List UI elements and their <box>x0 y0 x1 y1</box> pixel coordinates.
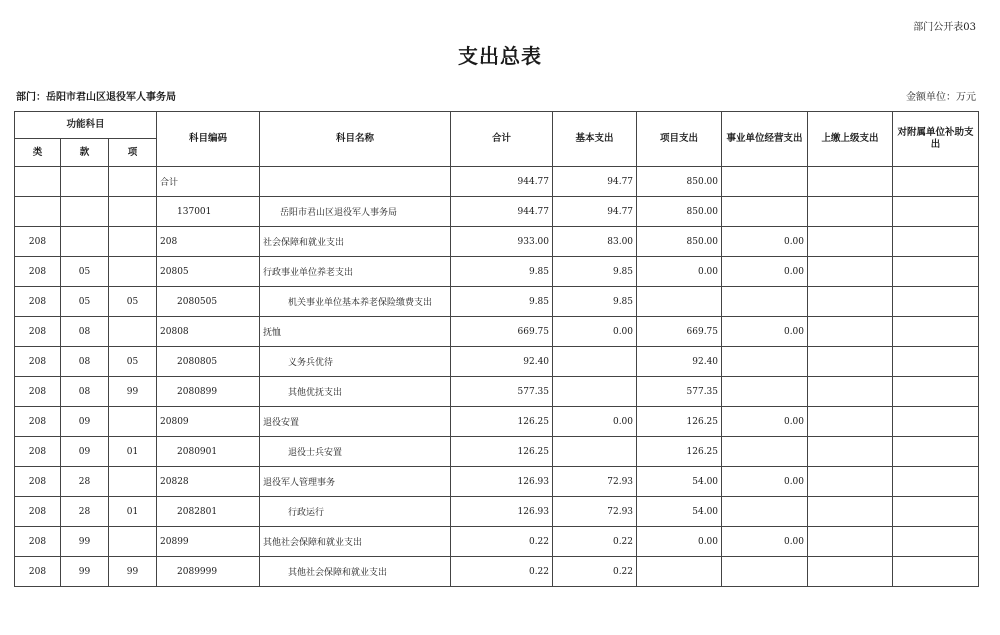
cell-code: 137001 <box>157 197 260 227</box>
amount-unit-label: 金额单位：万元 <box>906 92 976 103</box>
cell-name: 其他社会保障和就业支出 <box>260 557 451 587</box>
cell-subsidy <box>893 407 979 437</box>
cell-project <box>637 287 722 317</box>
cell-lei: 208 <box>15 467 61 497</box>
cell-project: 850.00 <box>637 197 722 227</box>
cell-total: 126.93 <box>451 497 553 527</box>
cell-total: 0.22 <box>451 527 553 557</box>
table-row <box>15 377 979 407</box>
table-row <box>15 407 979 437</box>
cell-xiang: 99 <box>109 557 157 587</box>
cell-lei: 208 <box>15 287 61 317</box>
header-lei: 类 <box>15 139 61 167</box>
cell-subsidy <box>893 287 979 317</box>
cell-kuan: 09 <box>61 407 109 437</box>
cell-code: 2080899 <box>157 377 260 407</box>
cell-total: 126.93 <box>451 467 553 497</box>
cell-business: 0.00 <box>722 407 808 437</box>
cell-lei <box>15 167 61 197</box>
cell-code: 20805 <box>157 257 260 287</box>
cell-business <box>722 347 808 377</box>
table-row <box>15 497 979 527</box>
cell-subsidy <box>893 377 979 407</box>
cell-name: 退役军人管理事务 <box>260 467 451 497</box>
table-row <box>15 167 979 197</box>
header-row-1 <box>15 112 979 139</box>
cell-kuan: 05 <box>61 287 109 317</box>
cell-subsidy <box>893 557 979 587</box>
cell-kuan <box>61 227 109 257</box>
cell-total: 126.25 <box>451 407 553 437</box>
cell-project: 577.35 <box>637 377 722 407</box>
cell-lei: 208 <box>15 437 61 467</box>
cell-name: 行政运行 <box>260 497 451 527</box>
cell-xiang <box>109 407 157 437</box>
header-kuan: 款 <box>61 139 109 167</box>
cell-total: 577.35 <box>451 377 553 407</box>
cell-name: 行政事业单位养老支出 <box>260 257 451 287</box>
table-row <box>15 347 979 377</box>
cell-name <box>260 167 451 197</box>
cell-lei <box>15 197 61 227</box>
cell-project: 850.00 <box>637 167 722 197</box>
table-row <box>15 437 979 467</box>
cell-basic: 83.00 <box>553 227 637 257</box>
cell-business <box>722 377 808 407</box>
cell-code: 20809 <box>157 407 260 437</box>
cell-name: 退役士兵安置 <box>260 437 451 467</box>
cell-project: 850.00 <box>637 227 722 257</box>
cell-total: 0.22 <box>451 557 553 587</box>
cell-code: 20899 <box>157 527 260 557</box>
cell-kuan: 28 <box>61 497 109 527</box>
cell-code: 2080901 <box>157 437 260 467</box>
cell-total: 944.77 <box>451 167 553 197</box>
cell-subsidy <box>893 497 979 527</box>
cell-xiang <box>109 527 157 557</box>
cell-name: 退役安置 <box>260 407 451 437</box>
header-subsidy: 对附属单位补助支出 <box>893 112 979 167</box>
cell-upper <box>808 377 893 407</box>
cell-subsidy <box>893 257 979 287</box>
table-row <box>15 287 979 317</box>
page-title: 支出总表 <box>458 44 542 68</box>
cell-xiang <box>109 257 157 287</box>
cell-business <box>722 497 808 527</box>
cell-project: 54.00 <box>637 497 722 527</box>
cell-total: 9.85 <box>451 257 553 287</box>
cell-basic: 0.22 <box>553 557 637 587</box>
cell-upper <box>808 557 893 587</box>
cell-code: 合计 <box>157 167 260 197</box>
cell-code: 208 <box>157 227 260 257</box>
header-func-group: 功能科目 <box>15 112 157 139</box>
cell-kuan: 28 <box>61 467 109 497</box>
header-upper: 上缴上级支出 <box>808 112 893 167</box>
cell-name: 抚恤 <box>260 317 451 347</box>
cell-business: 0.00 <box>722 317 808 347</box>
cell-upper <box>808 437 893 467</box>
cell-lei: 208 <box>15 497 61 527</box>
cell-project <box>637 557 722 587</box>
cell-xiang: 05 <box>109 347 157 377</box>
cell-xiang <box>109 167 157 197</box>
cell-subsidy <box>893 227 979 257</box>
cell-upper <box>808 227 893 257</box>
cell-upper <box>808 317 893 347</box>
cell-basic: 94.77 <box>553 197 637 227</box>
cell-basic: 94.77 <box>553 167 637 197</box>
cell-lei: 208 <box>15 407 61 437</box>
cell-lei: 208 <box>15 527 61 557</box>
cell-kuan: 08 <box>61 377 109 407</box>
cell-upper <box>808 197 893 227</box>
cell-project: 54.00 <box>637 467 722 497</box>
cell-subsidy <box>893 527 979 557</box>
cell-subsidy <box>893 437 979 467</box>
cell-code: 20828 <box>157 467 260 497</box>
cell-total: 944.77 <box>451 197 553 227</box>
cell-lei: 208 <box>15 347 61 377</box>
cell-subsidy <box>893 167 979 197</box>
cell-project: 669.75 <box>637 317 722 347</box>
header-total: 合计 <box>451 112 553 167</box>
cell-business <box>722 437 808 467</box>
cell-xiang: 99 <box>109 377 157 407</box>
cell-subsidy <box>893 317 979 347</box>
cell-subsidy <box>893 467 979 497</box>
cell-business <box>722 557 808 587</box>
cell-code: 2089999 <box>157 557 260 587</box>
cell-kuan: 05 <box>61 257 109 287</box>
cell-kuan: 09 <box>61 437 109 467</box>
cell-lei: 208 <box>15 377 61 407</box>
cell-name: 机关事业单位基本养老保险缴费支出 <box>260 287 451 317</box>
cell-code: 20808 <box>157 317 260 347</box>
cell-total: 92.40 <box>451 347 553 377</box>
cell-lei: 208 <box>15 317 61 347</box>
cell-project: 0.00 <box>637 257 722 287</box>
cell-xiang: 01 <box>109 437 157 467</box>
cell-name: 其他优抚支出 <box>260 377 451 407</box>
cell-xiang <box>109 227 157 257</box>
cell-upper <box>808 287 893 317</box>
cell-upper <box>808 527 893 557</box>
header-xiang: 项 <box>109 139 157 167</box>
cell-xiang <box>109 197 157 227</box>
cell-name: 岳阳市君山区退役军人事务局 <box>260 197 451 227</box>
cell-total: 126.25 <box>451 437 553 467</box>
cell-business: 0.00 <box>722 467 808 497</box>
cell-project: 126.25 <box>637 407 722 437</box>
table-row <box>15 557 979 587</box>
cell-code: 2080805 <box>157 347 260 377</box>
cell-total: 9.85 <box>451 287 553 317</box>
cell-code: 2082801 <box>157 497 260 527</box>
header-basic: 基本支出 <box>553 112 637 167</box>
cell-total: 669.75 <box>451 317 553 347</box>
cell-xiang <box>109 317 157 347</box>
cell-total: 933.00 <box>451 227 553 257</box>
table-row <box>15 257 979 287</box>
cell-basic <box>553 347 637 377</box>
cell-business: 0.00 <box>722 227 808 257</box>
cell-xiang <box>109 467 157 497</box>
cell-upper <box>808 407 893 437</box>
table-row <box>15 197 979 227</box>
header-business: 事业单位经营支出 <box>722 112 808 167</box>
cell-kuan <box>61 167 109 197</box>
cell-kuan <box>61 197 109 227</box>
cell-basic: 72.93 <box>553 497 637 527</box>
cell-basic: 9.85 <box>553 287 637 317</box>
cell-lei: 208 <box>15 257 61 287</box>
cell-business: 0.00 <box>722 527 808 557</box>
cell-upper <box>808 497 893 527</box>
cell-business <box>722 287 808 317</box>
cell-name: 义务兵优待 <box>260 347 451 377</box>
table-row <box>15 467 979 497</box>
cell-lei: 208 <box>15 557 61 587</box>
cell-basic: 0.22 <box>553 527 637 557</box>
cell-business <box>722 197 808 227</box>
cell-upper <box>808 167 893 197</box>
cell-name: 社会保障和就业支出 <box>260 227 451 257</box>
cell-project: 92.40 <box>637 347 722 377</box>
department-label: 部门：岳阳市君山区退役军人事务局 <box>16 92 176 103</box>
cell-basic <box>553 437 637 467</box>
cell-upper <box>808 467 893 497</box>
cell-project: 126.25 <box>637 437 722 467</box>
table-row <box>15 317 979 347</box>
cell-upper <box>808 257 893 287</box>
cell-project: 0.00 <box>637 527 722 557</box>
cell-upper <box>808 347 893 377</box>
header-project: 项目支出 <box>637 112 722 167</box>
cell-basic: 0.00 <box>553 317 637 347</box>
cell-xiang: 01 <box>109 497 157 527</box>
cell-business <box>722 167 808 197</box>
header-code: 科目编码 <box>157 112 260 167</box>
expenditure-table <box>14 111 979 587</box>
cell-business: 0.00 <box>722 257 808 287</box>
cell-basic <box>553 377 637 407</box>
cell-subsidy <box>893 347 979 377</box>
header-name: 科目名称 <box>260 112 451 167</box>
cell-kuan: 99 <box>61 557 109 587</box>
cell-basic: 72.93 <box>553 467 637 497</box>
cell-kuan: 08 <box>61 347 109 377</box>
cell-kuan: 99 <box>61 527 109 557</box>
cell-lei: 208 <box>15 227 61 257</box>
table-row <box>15 227 979 257</box>
cell-name: 其他社会保障和就业支出 <box>260 527 451 557</box>
doc-number: 部门公开表03 <box>913 22 976 33</box>
cell-kuan: 08 <box>61 317 109 347</box>
cell-basic: 0.00 <box>553 407 637 437</box>
cell-code: 2080505 <box>157 287 260 317</box>
table-row <box>15 527 979 557</box>
cell-xiang: 05 <box>109 287 157 317</box>
cell-basic: 9.85 <box>553 257 637 287</box>
cell-subsidy <box>893 197 979 227</box>
